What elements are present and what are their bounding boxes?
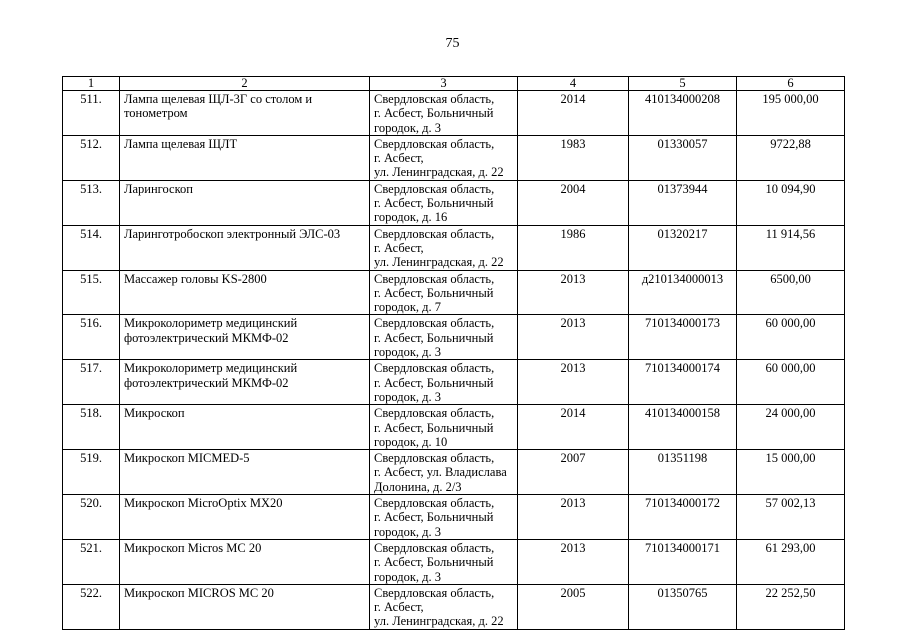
inventory-number: 710134000174	[629, 360, 737, 405]
item-year: 2013	[518, 360, 629, 405]
row-number: 520.	[63, 495, 120, 540]
item-year: 1986	[518, 225, 629, 270]
address-line: г. Асбест, Больничный	[374, 555, 494, 570]
row-number: 512.	[63, 135, 120, 180]
row-number: 515.	[63, 270, 120, 315]
address-line: г. Асбест, Больничный	[374, 330, 494, 345]
column-header-6: 6	[737, 77, 845, 91]
row-number: 521.	[63, 539, 120, 584]
item-year: 1983	[518, 135, 629, 180]
row-number: 514.	[63, 225, 120, 270]
item-year: 2013	[518, 495, 629, 540]
item-year: 2013	[518, 539, 629, 584]
address-line: городок, д. 3	[374, 345, 441, 360]
table-row	[63, 584, 845, 629]
column-header-4: 4	[518, 77, 629, 91]
table-row	[63, 450, 845, 495]
address-line: г. Асбест, Больничный	[374, 420, 494, 435]
address-line: Свердловская область,	[374, 540, 495, 555]
address-line: Свердловская область,	[374, 92, 495, 106]
item-name: Ларинготробоскоп электронный ЭЛС-03	[120, 225, 370, 270]
item-address	[370, 135, 518, 180]
inventory-number: 710134000172	[629, 495, 737, 540]
row-number: 519.	[63, 450, 120, 495]
item-cost: 60 000,00	[737, 315, 845, 360]
item-year: 2004	[518, 180, 629, 225]
item-year: 2013	[518, 270, 629, 315]
column-header-3: 3	[370, 77, 518, 91]
item-cost: 11 914,56	[737, 225, 845, 270]
item-address	[370, 180, 518, 225]
column-header-5: 5	[629, 77, 737, 91]
item-address	[370, 584, 518, 629]
address-line: ул. Ленинградская, д. 22	[374, 255, 504, 270]
address-line: городок, д. 16	[374, 210, 448, 225]
table-row	[63, 539, 845, 584]
item-name: Микроскоп	[120, 405, 370, 450]
address-line: ул. Ленинградская, д. 22	[374, 614, 504, 629]
row-number: 518.	[63, 405, 120, 450]
inventory-number: 710134000173	[629, 315, 737, 360]
item-cost: 24 000,00	[737, 405, 845, 450]
address-line: городок, д. 3	[374, 389, 441, 404]
inventory-number: 01330057	[629, 135, 737, 180]
table-row	[63, 405, 845, 450]
item-name: Микроколориметр медицинский фотоэлектрический МКМФ-02	[120, 315, 370, 360]
item-cost: 195 000,00	[737, 91, 845, 136]
address-line: г. Асбест, Больничный	[374, 106, 494, 121]
address-line: г. Асбест,	[374, 600, 424, 615]
item-cost: 60 000,00	[737, 360, 845, 405]
address-line: г. Асбест, Больничный	[374, 285, 494, 300]
item-name: Микроскоп MICMED-5	[120, 450, 370, 495]
item-address	[370, 91, 518, 136]
item-cost: 22 252,50	[737, 584, 845, 629]
inventory-number: 01350765	[629, 584, 737, 629]
address-line: городок, д. 3	[374, 120, 441, 135]
item-year: 2007	[518, 450, 629, 495]
item-name: Микроколориметр медицинский фотоэлектрический МКМФ-02	[120, 360, 370, 405]
address-line: Свердловская область,	[374, 406, 495, 421]
address-line: г. Асбест,	[374, 240, 424, 255]
row-number: 513.	[63, 180, 120, 225]
address-line: г. Асбест,	[374, 151, 424, 166]
item-year: 2013	[518, 315, 629, 360]
address-line: Свердловская область,	[374, 271, 495, 286]
item-year: 2005	[518, 584, 629, 629]
inventory-number: 410134000158	[629, 405, 737, 450]
item-cost: 6500,00	[737, 270, 845, 315]
header-row	[63, 77, 845, 91]
item-name: Массажер головы KS-2800	[120, 270, 370, 315]
address-line: Свердловская область,	[374, 181, 495, 196]
item-name: Микроскоп MICROS MC 20	[120, 584, 370, 629]
item-address	[370, 315, 518, 360]
inventory-number: д210134000013	[629, 270, 737, 315]
table-row	[63, 495, 845, 540]
row-number: 516.	[63, 315, 120, 360]
item-name: Лампа щелевая ЩЛТ	[120, 135, 370, 180]
item-address	[370, 270, 518, 315]
row-number: 522.	[63, 584, 120, 629]
table-row	[63, 135, 845, 180]
inventory-number: 710134000171	[629, 539, 737, 584]
address-line: Свердловская область,	[374, 316, 495, 331]
address-line: городок, д. 3	[374, 569, 441, 584]
address-line: городок, д. 3	[374, 524, 441, 539]
address-line: ул. Ленинградская, д. 22	[374, 165, 504, 180]
item-address	[370, 225, 518, 270]
table-row	[63, 91, 845, 136]
property-registry-table	[62, 76, 845, 630]
address-line: Свердловская область,	[374, 451, 495, 466]
inventory-number: 01320217	[629, 225, 737, 270]
address-line: Свердловская область,	[374, 361, 495, 376]
item-cost: 15 000,00	[737, 450, 845, 495]
inventory-number: 01373944	[629, 180, 737, 225]
address-line: Свердловская область,	[374, 136, 495, 151]
table-row	[63, 360, 845, 405]
address-line: Долонина, д. 2/3	[374, 479, 462, 494]
table-row	[63, 270, 845, 315]
address-line: г. Асбест, ул. Владислава	[374, 465, 507, 480]
address-line: г. Асбест, Больничный	[374, 510, 494, 525]
address-line: г. Асбест, Больничный	[374, 375, 494, 390]
inventory-number: 01351198	[629, 450, 737, 495]
item-name: Лампа щелевая ЩЛ-3Г со столом и тонометром	[120, 91, 370, 136]
item-year: 2014	[518, 405, 629, 450]
item-year: 2014	[518, 91, 629, 136]
column-header-2: 2	[120, 77, 370, 91]
item-address	[370, 495, 518, 540]
column-header-1: 1	[63, 77, 120, 91]
row-number: 517.	[63, 360, 120, 405]
address-line: г. Асбест, Больничный	[374, 196, 494, 211]
item-name: Микроскоп Micros MC 20	[120, 539, 370, 584]
item-address	[370, 360, 518, 405]
address-line: Свердловская область,	[374, 585, 495, 600]
address-line: Свердловская область,	[374, 226, 495, 241]
table-row	[63, 225, 845, 270]
inventory-number: 410134000208	[629, 91, 737, 136]
table-row	[63, 315, 845, 360]
item-address	[370, 450, 518, 495]
item-cost: 61 293,00	[737, 539, 845, 584]
item-address	[370, 539, 518, 584]
item-cost: 9722,88	[737, 135, 845, 180]
item-cost: 57 002,13	[737, 495, 845, 540]
address-line: городок, д. 10	[374, 434, 448, 449]
item-address	[370, 405, 518, 450]
address-line: Свердловская область,	[374, 496, 495, 511]
row-number: 511.	[63, 91, 120, 136]
item-cost: 10 094,90	[737, 180, 845, 225]
table-row	[63, 180, 845, 225]
item-name: Ларингоскоп	[120, 180, 370, 225]
page-number: 75	[445, 36, 460, 51]
item-name: Микроскоп MicroOptix MX20	[120, 495, 370, 540]
address-line: городок, д. 7	[374, 300, 441, 315]
